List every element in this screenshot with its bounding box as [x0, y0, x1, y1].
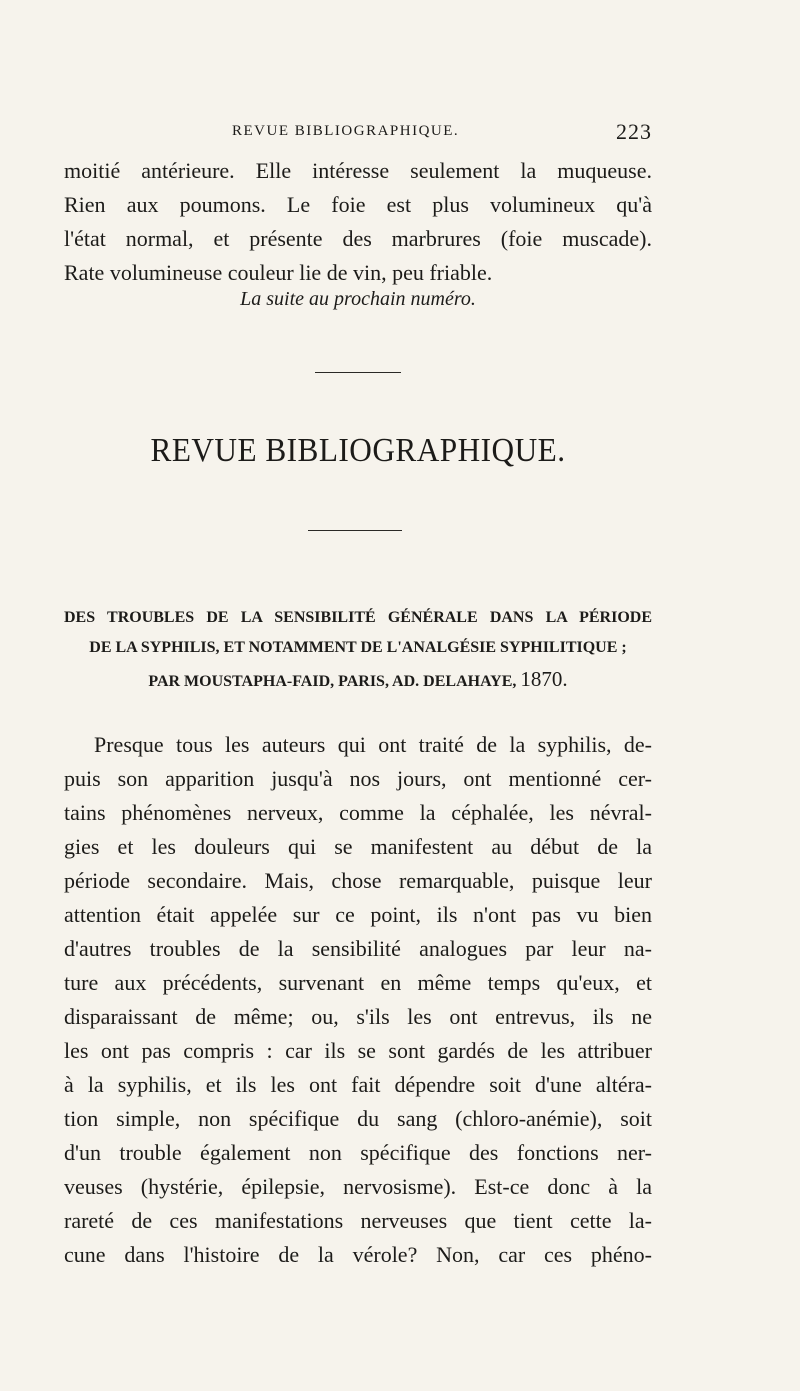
text-line: tion simple, non spécifique du sang (chloro-anémie), soit [64, 1106, 652, 1131]
text-line: ture aux précédents, survenant en même temps qu'eux, et [64, 970, 652, 995]
divider-rule [315, 372, 401, 373]
text-line: attention était appelée sur ce point, ils n'ont pas vu bien [64, 902, 652, 927]
continuation-paragraph [64, 154, 652, 290]
text-line: l'état normal, et présente des marbrures (foie muscade). [64, 226, 652, 251]
article-heading-line: DES TROUBLES DE LA SENSIBILITÉ GÉNÉRALE DANS LA PÉRIODE [64, 609, 652, 626]
text-line: rareté de ces manifestations nerveuses que tient cette la- [64, 1208, 652, 1233]
page-number: 223 [616, 119, 652, 144]
text-line: Presque tous les auteurs qui ont traité de la syphilis, de- [94, 732, 652, 757]
body-paragraph [64, 728, 652, 1272]
text-line: cune dans l'histoire de la vérole? Non, car ces phéno- [64, 1242, 652, 1267]
text-line: moitié antérieure. Elle intéresse seulement la muqueuse. [64, 158, 652, 183]
suite-note: La suite au prochain numéro. [240, 288, 476, 310]
section-title: REVUE BIBLIOGRAPHIQUE. [150, 432, 566, 469]
article-heading [64, 603, 652, 695]
text-line: tains phénomènes nerveux, comme la céphalée, les névral- [64, 800, 652, 825]
text-line: période secondaire. Mais, chose remarquable, puisque leur [64, 868, 652, 893]
text-line: puis son apparition jusqu'à nos jours, ont mentionné cer- [64, 766, 652, 791]
text-line: Rate volumineuse couleur lie de vin, peu friable. [64, 260, 493, 285]
text-line: à la syphilis, et ils les ont fait dépendre soit d'une altéra- [64, 1072, 652, 1097]
text-line: veuses (hystérie, épilepsie, nervosisme). Est-ce donc à la [64, 1174, 652, 1199]
article-author-publisher: PAR MOUSTAPHA-FAID, PARIS, AD. DELAHAYE, [148, 673, 517, 690]
running-head-title: REVUE BIBLIOGRAPHIQUE. [232, 123, 460, 139]
text-line: d'un trouble également non spécifique des fonctions ner- [64, 1140, 652, 1165]
text-line: les ont pas compris : car ils se sont gardés de les attribuer [64, 1038, 652, 1063]
running-head [64, 119, 652, 143]
article-year: 1870. [520, 667, 568, 691]
text-line: Rien aux poumons. Le foie est plus volumineux qu'à [64, 192, 652, 217]
divider-rule [308, 530, 402, 531]
text-line: disparaissant de même; ou, s'ils les ont entrevus, ils ne [64, 1004, 652, 1029]
article-heading-line: DE LA SYPHILIS, ET NOTAMMENT DE L'ANALGÉSIE SYPHILITIQUE ; [89, 639, 627, 656]
text-line: d'autres troubles de la sensibilité analogues par leur na- [64, 936, 652, 961]
article-heading-author-line [64, 663, 652, 695]
text-line: gies et les douleurs qui se manifestent au début de la [64, 834, 652, 859]
